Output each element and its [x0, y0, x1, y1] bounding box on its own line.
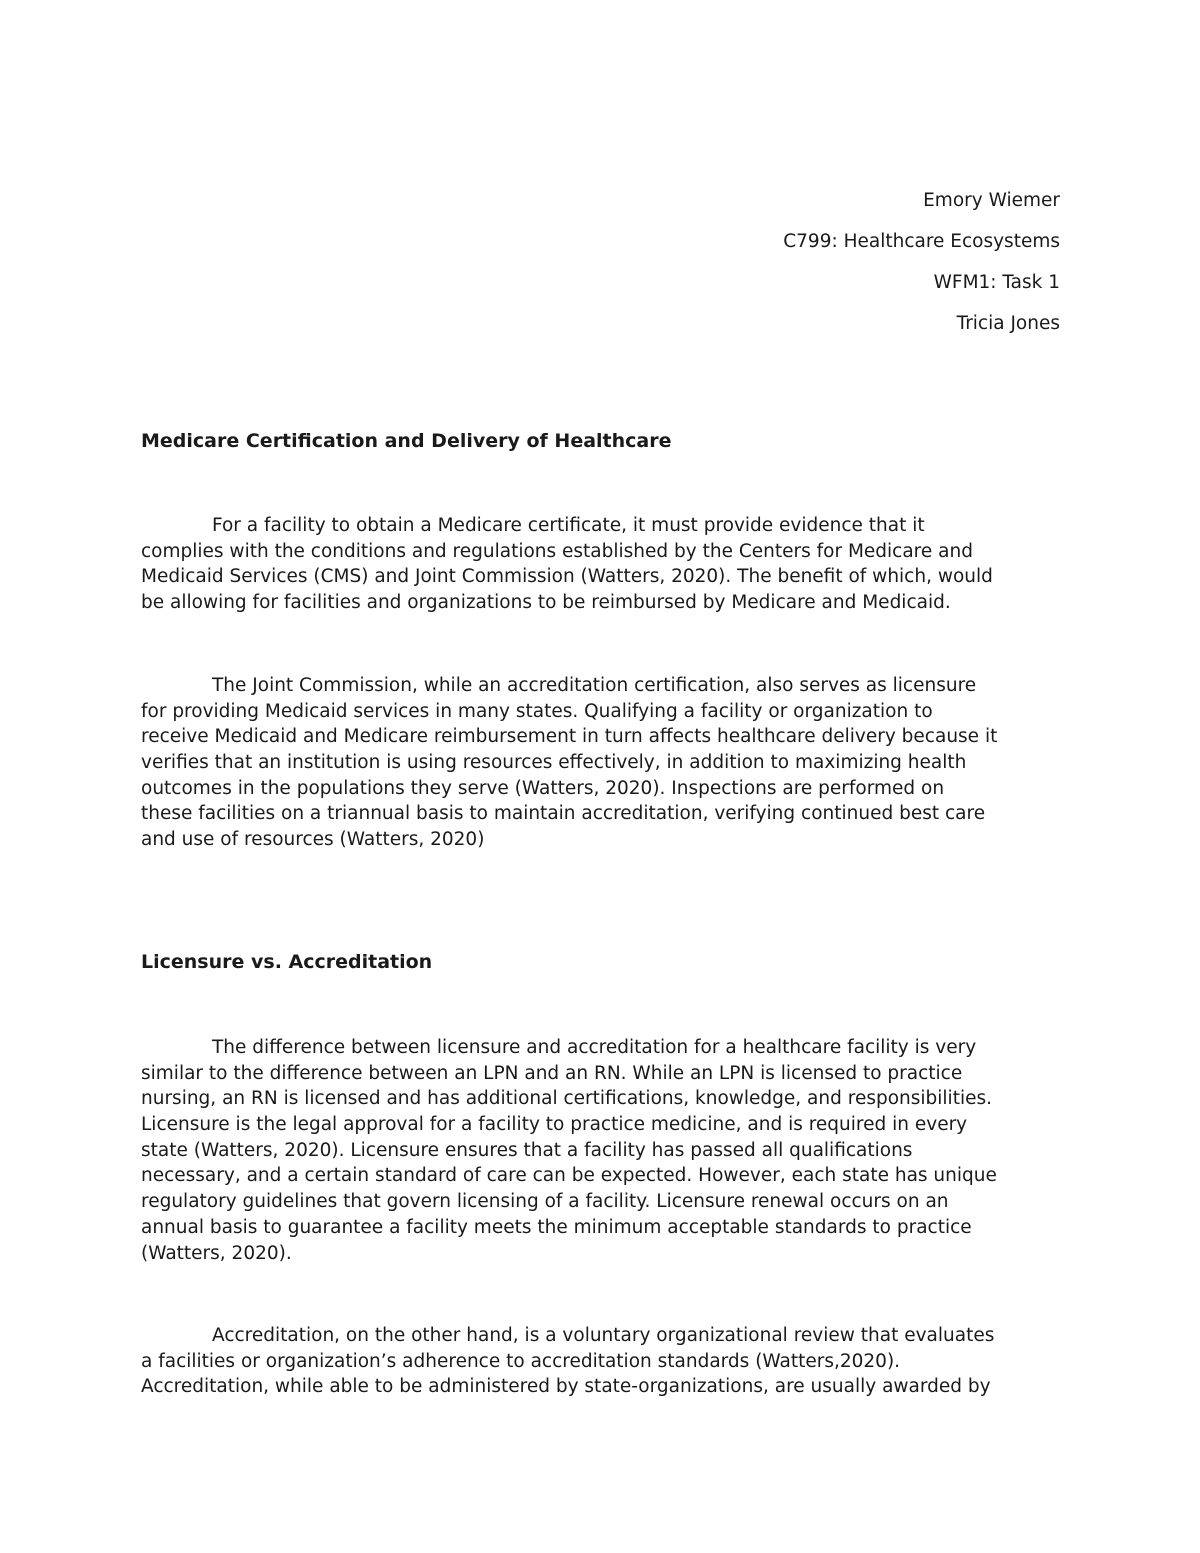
author-name: Emory Wiemer — [923, 190, 1060, 211]
text-line: complies with the conditions and regulations established by the Centers for Medicare and — [141, 540, 973, 562]
paragraph-accreditation — [141, 1323, 1059, 1400]
text-line: state (Watters, 2020). Licensure ensures that a facility has passed all qualifications — [141, 1139, 913, 1161]
text-line: Licensure is the legal approval for a facility to practice medicine, and is required in every — [141, 1114, 968, 1136]
text-line: (Watters, 2020). — [141, 1242, 292, 1264]
section-heading-licensure: Licensure vs. Accreditation — [141, 951, 433, 973]
text-line: and use of resources (Watters, 2020) — [141, 829, 485, 851]
text-line: nursing, an RN is licensed and has additional certifications, knowledge, and responsibilities. — [141, 1088, 992, 1110]
instructor-name: Tricia Jones — [956, 313, 1060, 334]
text-line: Medicaid Services (CMS) and Joint Commission (Watters, 2020). The benefit of which, would — [141, 566, 993, 588]
text-line: verifies that an institution is using resources effectively, in addition to maximizing health — [141, 752, 967, 774]
task-name: WFM1: Task 1 — [933, 272, 1060, 293]
text-line: The difference between licensure and accreditation for a healthcare facility is very — [212, 1037, 977, 1058]
text-line: For a facility to obtain a Medicare certificate, it must provide evidence that it — [212, 515, 925, 536]
text-line: similar to the difference between an LPN and an RN. While an LPN is licensed to practice — [141, 1062, 963, 1084]
text-line: be allowing for facilities and organizations to be reimbursed by Medicare and Medicaid. — [141, 592, 951, 614]
text-line: receive Medicaid and Medicare reimbursement in turn affects healthcare delivery because it — [141, 726, 998, 748]
course-name: C799: Healthcare Ecosystems — [783, 231, 1060, 252]
paragraph-medicare-certificate — [141, 513, 1059, 616]
text-line: Accreditation, while able to be administered by state-organizations, are usually awarded by — [141, 1376, 991, 1398]
paragraph-joint-commission — [141, 673, 1059, 853]
text-line: The Joint Commission, while an accreditation certification, also serves as licensure — [212, 675, 977, 696]
text-line: a facilities or organization’s adherence to accreditation standards (Watters,2020). — [141, 1350, 901, 1372]
text-line: annual basis to guarantee a facility meets the minimum acceptable standards to practice — [141, 1216, 972, 1238]
header-block — [783, 180, 1060, 344]
section-heading-medicare: Medicare Certification and Delivery of Healthcare — [141, 430, 672, 452]
paragraph-licensure-difference — [141, 1035, 1059, 1266]
text-line: Accreditation, on the other hand, is a voluntary organizational review that evaluates — [212, 1325, 995, 1346]
text-line: necessary, and a certain standard of care can be expected. However, each state has unique — [141, 1165, 997, 1187]
text-line: regulatory guidelines that govern licensing of a facility. Licensure renewal occurs on an — [141, 1191, 949, 1213]
text-line: for providing Medicaid services in many states. Qualifying a facility or organization to — [141, 700, 933, 722]
text-line: outcomes in the populations they serve (Watters, 2020). Inspections are performed on — [141, 777, 945, 799]
text-line: these facilities on a triannual basis to maintain accreditation, verifying continued best care — [141, 803, 986, 825]
